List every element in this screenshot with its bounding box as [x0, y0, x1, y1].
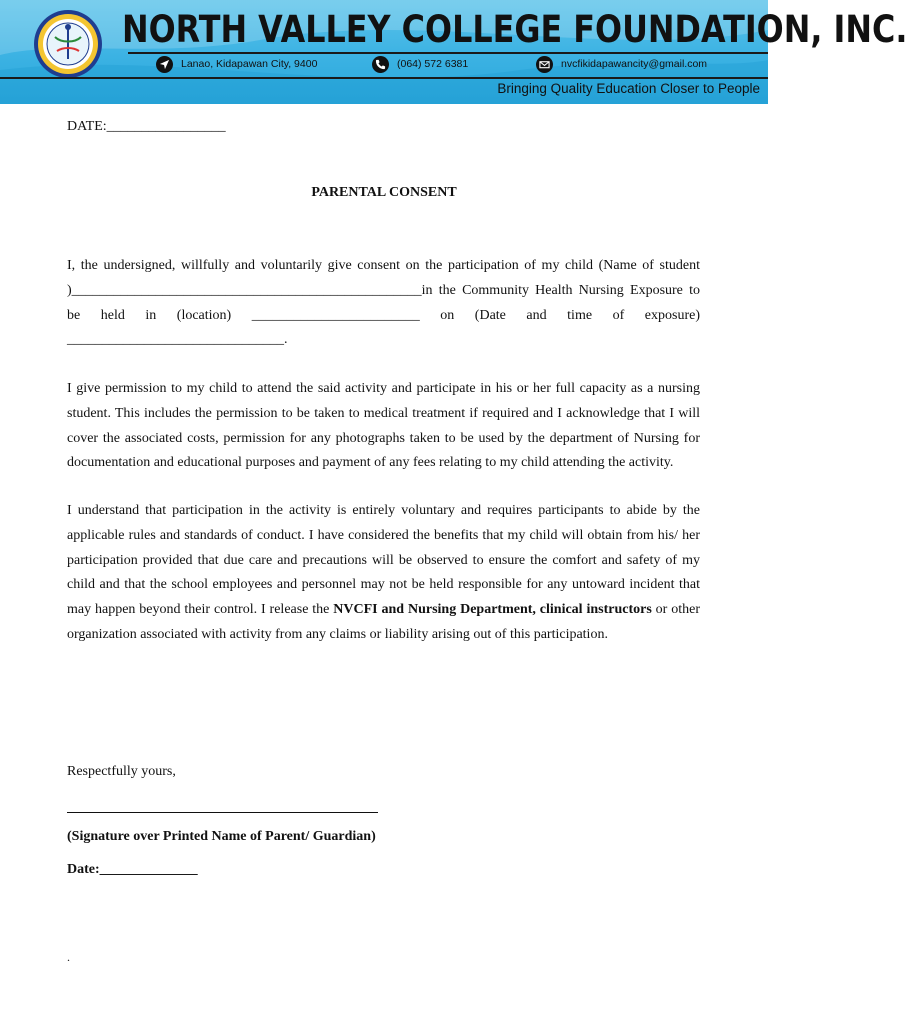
college-seal-logo — [33, 9, 103, 79]
phone-icon — [372, 56, 389, 73]
stray-mark: . — [67, 950, 70, 964]
p3-bold-text: NVCFI and Nursing Department, clinical instructors — [333, 602, 652, 618]
signature-date-field — [67, 862, 198, 878]
signature-line — [67, 812, 378, 813]
p3-text-a: I understand that participation in the activity is entirely voluntary and requires participants to abide by the applicable rules and standards of conduct. I have considered the benefits that my child will obtain from his/ her participation provided that due care and precautions will be observed to ensure the comfort and safety of my child and that the school employees and personnel may not be held responsible for any untoward incident that may happen beyond their control. I release the — [67, 503, 700, 618]
college-name: NORTH VALLEY COLLEGE FOUNDATION, INC. — [122, 8, 907, 51]
location-blank: ________________________ — [251, 307, 420, 323]
student-name-blank: __________________________________________________ — [71, 282, 422, 298]
location-arrow-icon — [156, 56, 173, 73]
letterhead-banner — [0, 0, 907, 104]
date-field — [67, 119, 226, 135]
closing-text: Respectfully yours, — [67, 764, 176, 779]
date-label: DATE: — [67, 119, 107, 134]
email-contact — [536, 55, 707, 73]
signature-date-blank: ______________ — [99, 862, 198, 877]
p3-text-b: or other organization associated with activity from any claims or liability arising out of this participation. — [67, 602, 701, 642]
consent-paragraph-1 — [67, 254, 700, 353]
document-title: PARENTAL CONSENT — [311, 185, 457, 200]
address-text: Lanao, Kidapawan City, 9400 — [181, 58, 318, 70]
p1-text-d: . — [284, 332, 288, 348]
signature-label: (Signature over Printed Name of Parent/ Guardian) — [67, 829, 376, 844]
p1-text-b: in the Community Health Nursing Exposure to be held in (location) — [67, 282, 700, 323]
p1-text-a: I, the undersigned, willfully and voluntarily give consent on the participation of my child (Name of student ) — [67, 258, 700, 298]
signature-date-label: Date: — [67, 862, 100, 877]
exposure-date-blank: _______________________________ — [67, 332, 284, 348]
date-blank: _________________ — [106, 119, 226, 134]
p1-text-c: on (Date and time of exposure) — [419, 307, 700, 323]
tagline: Bringing Quality Education Closer to People — [497, 81, 760, 96]
phone-text: (064) 572 6381 — [397, 58, 469, 70]
header-rule — [128, 52, 768, 54]
envelope-icon — [536, 56, 553, 73]
phone-contact — [372, 55, 468, 73]
address-contact — [156, 55, 317, 73]
email-text: nvcfikidapawancity@gmail.com — [561, 58, 708, 70]
consent-paragraph-2: I give permission to my child to attend the said activity and participate in his or her full capacity as a nursing student. This includes the permission to be taken to medical treatment if required and I acknowledge that I will cover the associated costs, permission for any photographs taken to be used by the department of Nursing for documentation and educational purposes and payment of any fees relating to my child attending the activity. — [67, 381, 700, 471]
consent-paragraph-3 — [67, 499, 700, 648]
tagline-rule — [0, 77, 768, 79]
